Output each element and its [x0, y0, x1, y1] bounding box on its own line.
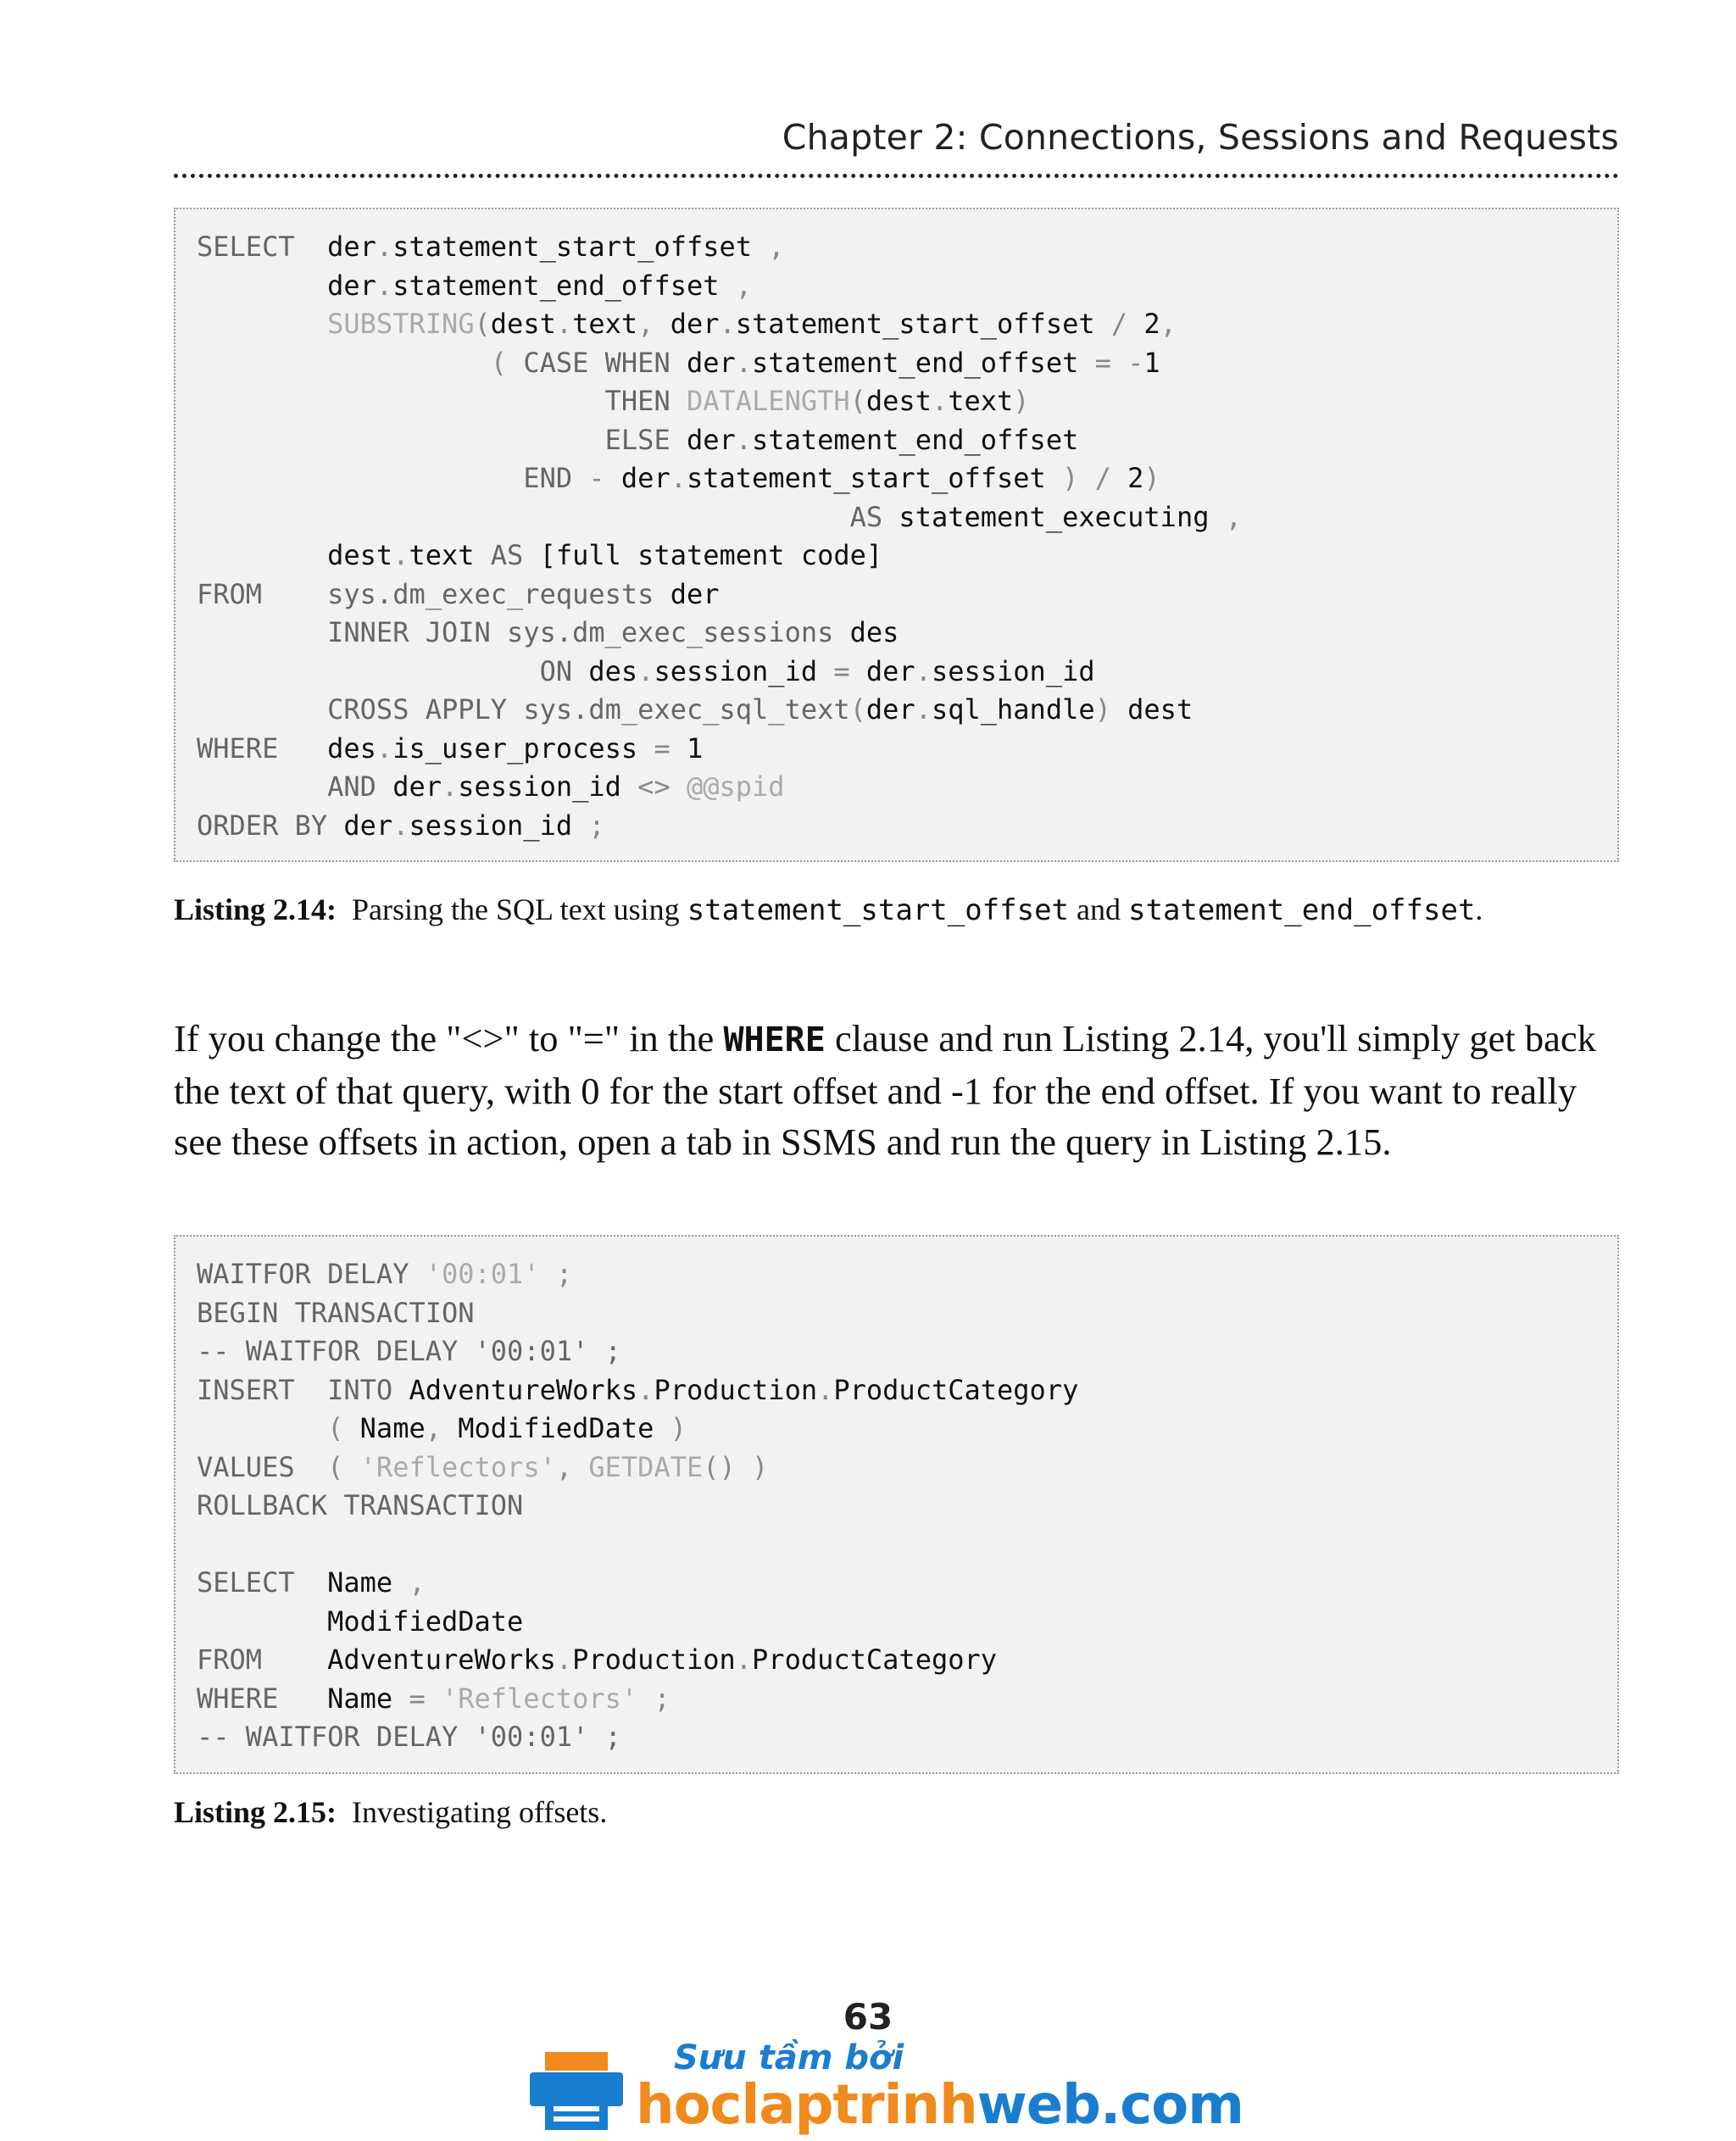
caption-text: and — [1077, 893, 1121, 926]
caption-label: Listing 2.15: — [174, 1795, 337, 1829]
paragraph-text: If you change the "<>" to "=" in the — [174, 1017, 715, 1059]
caption-code: statement_start_offset — [687, 893, 1070, 927]
watermark-tagline: Sưu tầm bởi — [674, 2038, 904, 2077]
code-block: WAITFOR DELAY '00:01' ; BEGIN TRANSACTION -- WAITFOR DELAY '00:01' ; INSERT INTO AdventureWorks.Production.ProductCategory ( Name, ModifiedDate ) VALUES ( 'Reflectors', GETDATE() ) ROLLBACK TRANSACTION SELECT Name , ModifiedDate FROM AdventureWorks.Production.ProductCategory WHERE Name = 'Reflectors' ; -- WAITFOR DELAY '00:01' ; — [197, 1258, 1079, 1753]
caption-text: . — [1475, 893, 1483, 926]
code-listing-2-14 — [174, 208, 1619, 862]
caption-text: Parsing the SQL text using — [352, 893, 680, 926]
caption-label: Listing 2.14: — [174, 893, 337, 926]
page-number: 63 — [843, 1996, 893, 2038]
code-listing-2-15 — [174, 1235, 1619, 1774]
body-paragraph — [174, 1013, 1619, 1167]
paragraph-code: WHERE — [723, 1020, 826, 1059]
watermark-logo — [530, 2038, 1244, 2141]
watermark-site — [636, 2074, 1244, 2137]
printer-logo-icon — [530, 2049, 623, 2133]
watermark-site-part: hoclaptrinh — [636, 2074, 977, 2137]
code-block: SELECT der.statement_start_offset , der.statement_end_offset , SUBSTRING(dest.text, der.statement_start_offset / 2, ( CASE WHEN der.statement_end_offset = -1 THEN DATALENGTH(dest.text) ELSE der.statement_end_offset END - der.statement_start_offset ) / 2) AS statement_executing , dest.text AS [full statement code] FROM sys.dm_exec_requests der INNER JOIN sys.dm_exec_sessions des ON des.session_id = der.session_id CROSS APPLY sys.dm_exec_sql_text(der.sql_handle) dest WHERE des.is_user_process = 1 AND der.session_id <> @@spid ORDER BY der.session_id ; — [197, 231, 1242, 842]
caption-code: statement_end_offset — [1128, 893, 1476, 927]
paragraph-text: clause and run Listing 2.14, you'll simply get back the text of that query, with 0 for the start offset and -1 for the end offset. If you want to really see these offsets in action, open a tab in SSMS and run the query in Listing 2.15. — [174, 1017, 1596, 1163]
chapter-header: Chapter 2: Connections, Sessions and Requests — [782, 117, 1619, 158]
header-divider — [174, 174, 1619, 178]
listing-caption — [174, 892, 1619, 927]
caption-text: Investigating offsets. — [352, 1795, 608, 1829]
listing-caption — [174, 1794, 1619, 1830]
watermark-site-part: web.com — [976, 2074, 1244, 2137]
